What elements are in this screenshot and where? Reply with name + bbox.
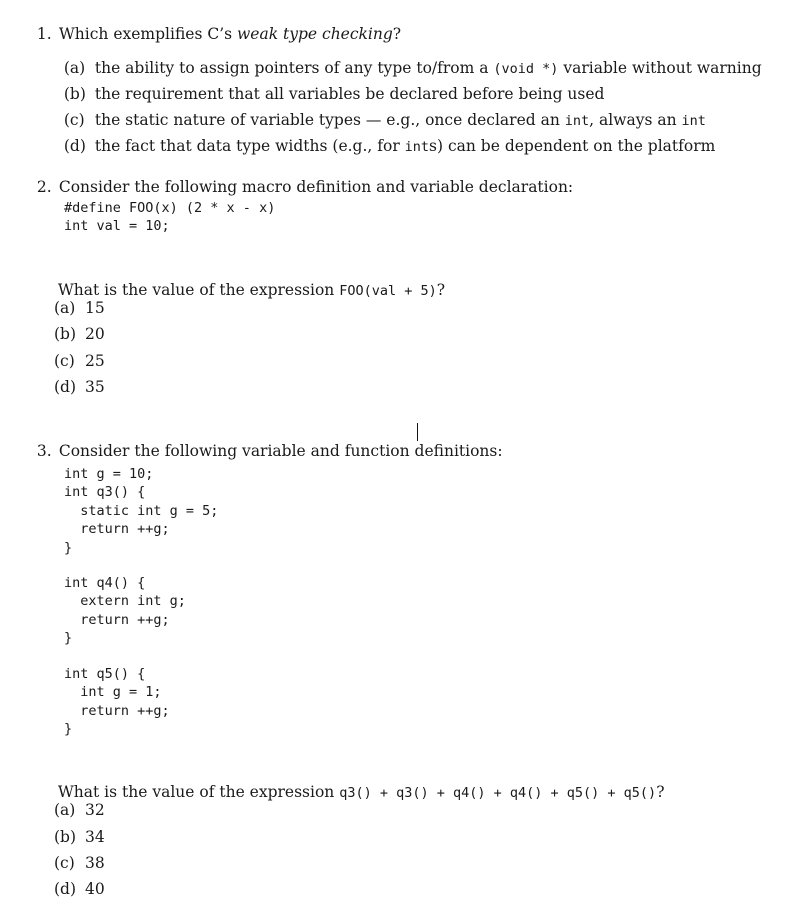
question-1: 1. Which exemplifies C’s weak type checking? (36, 25, 402, 43)
text-cursor (417, 423, 418, 441)
question-number: 3. (36, 442, 52, 460)
q1-option-a: (a) the ability to assign pointers of any type to/from a (void *) variable without warning (63, 59, 762, 77)
question-prompt: Consider the following macro definition and variable declaration: (58, 178, 574, 196)
option-tag: (c) (63, 111, 85, 129)
question-prompt: Which exemplifies C’s (58, 25, 238, 43)
q1-option-d: (d) the fact that data type widths (e.g., for ints) can be dependent on the platform (63, 137, 716, 155)
q3-option-a: (a) 32 (54, 801, 105, 819)
q2-followup: What is the value of the expression FOO(val + 5)? (57, 281, 446, 299)
q2-option-d: (d) 35 (54, 378, 105, 396)
question-number: 1. (36, 25, 52, 43)
option-tag: (d) (63, 137, 86, 155)
q3-option-b: (b) 34 (54, 828, 105, 846)
q3-option-d: (d) 40 (54, 880, 105, 898)
q3-code-block-3: int q5() { int g = 1; return ++g; } (64, 666, 170, 738)
q2-option-b: (b) 20 (54, 325, 105, 343)
option-tag: (a) (63, 59, 86, 77)
q3-followup: What is the value of the expression q3() + q3() + q4() + q4() + q5() + q5()? (57, 783, 665, 801)
option-tag: (b) (63, 85, 86, 103)
question-number: 2. (36, 178, 52, 196)
q3-code-block-2: int q4() { extern int g; return ++g; } (64, 575, 186, 647)
question-emphasis: weak type checking (237, 25, 393, 43)
q3-code-block-1: int g = 10; int q3() { static int g = 5; return ++g; } (64, 466, 219, 556)
question-prompt: Consider the following variable and function definitions: (58, 442, 503, 460)
q2-option-a: (a) 15 (54, 299, 105, 317)
q1-option-b: (b) the requirement that all variables be declared before being used (63, 85, 605, 103)
question-3 (27, 421, 503, 461)
q1-option-c: (c) the static nature of variable types — e.g., once declared an int, always an int (63, 111, 706, 129)
q2-code-block: #define FOO(x) (2 * x - x) int val = 10; (64, 200, 276, 235)
question-2 (27, 157, 573, 197)
q3-option-c: (c) 38 (54, 854, 105, 872)
q2-option-c: (c) 25 (54, 352, 105, 370)
